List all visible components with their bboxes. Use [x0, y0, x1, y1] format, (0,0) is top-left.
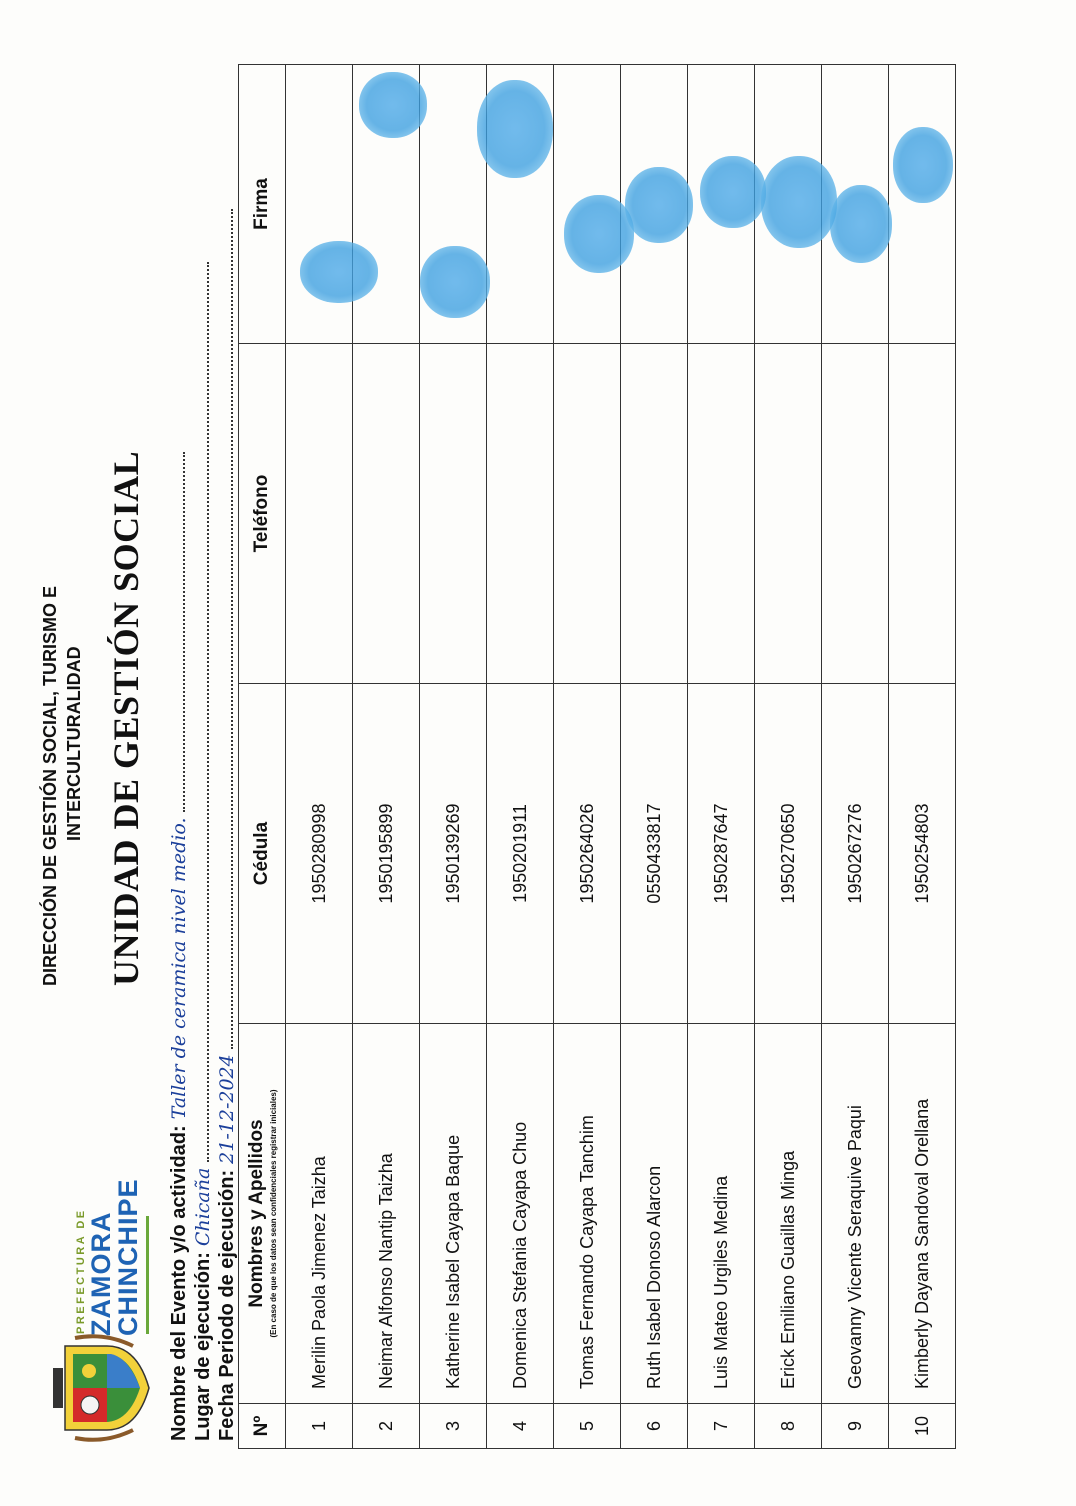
table-row — [487, 65, 554, 1449]
row-number: 2 — [353, 1404, 420, 1449]
row-name: Luis Mateo Urgiles Medina — [688, 1024, 755, 1404]
row-phone — [554, 344, 621, 684]
row-name: Katherine Isabel Cayapa Baque — [420, 1024, 487, 1404]
fingerprint-mark — [830, 185, 892, 263]
fingerprint-mark — [625, 167, 693, 243]
brand-name-line-1: ZAMORA — [86, 1211, 116, 1336]
table-row — [755, 65, 822, 1449]
fingerprint-mark — [359, 72, 427, 138]
row-number: 3 — [420, 1404, 487, 1449]
row-name: Ruth Isabel Donoso Alarcon — [621, 1024, 688, 1404]
brand-underline — [146, 1216, 149, 1334]
row-number: 7 — [688, 1404, 755, 1449]
row-number: 8 — [755, 1404, 822, 1449]
table-row — [286, 65, 353, 1449]
table-row — [889, 65, 956, 1449]
row-signature — [621, 65, 688, 344]
row-signature — [554, 65, 621, 344]
attendance-table — [238, 64, 956, 1449]
fingerprint-mark — [477, 80, 553, 178]
table-row — [420, 65, 487, 1449]
event-name-label: Nombre del Evento y/o actividad: — [168, 1125, 190, 1441]
header-direction-line-1: DIRECCIÓN DE GESTIÓN SOCIAL, TURISMO E — [40, 585, 60, 986]
row-number: 4 — [487, 1404, 554, 1449]
header-name-label: Nombres y Apellidos — [246, 1119, 267, 1308]
row-name: Geovanny Vicente Seraquive Paqui — [822, 1024, 889, 1404]
header-direction-line-2: INTERCULTURALIDAD — [64, 646, 84, 841]
row-id-number: 1950254803 — [889, 684, 956, 1024]
table-row — [554, 65, 621, 1449]
brand-prefix: PREFECTURA DE — [75, 1208, 87, 1334]
row-id-number: 0550433817 — [621, 684, 688, 1024]
prefectura-coat-of-arms-logo — [45, 1328, 155, 1448]
row-signature — [688, 65, 755, 344]
row-id-number: 1950264026 — [554, 684, 621, 1024]
row-signature — [755, 65, 822, 344]
row-signature — [420, 65, 487, 344]
date-label: Fecha Periodo de ejecución: — [216, 1169, 238, 1441]
dotted-line — [231, 209, 233, 1049]
row-name: Erick Emiliano Guaillas Minga — [755, 1024, 822, 1404]
table-row — [822, 65, 889, 1449]
row-phone — [621, 344, 688, 684]
row-name: Domenica Stefania Cayapa Chuo — [487, 1024, 554, 1404]
row-signature — [487, 65, 554, 344]
header-sign: Firma — [239, 65, 286, 344]
place-label: Lugar de ejecución: — [192, 1252, 214, 1441]
table-row — [688, 65, 755, 1449]
brand-name-line-2: CHINCHIPE — [113, 1178, 143, 1336]
event-name-field — [168, 452, 191, 1441]
dotted-line — [207, 262, 209, 1162]
fingerprint-mark — [420, 246, 490, 318]
row-number: 1 — [286, 1404, 353, 1449]
header-name-note: (En caso de que los datos sean confidenciales registrar iniciales) — [269, 1089, 278, 1338]
row-name: Tomas Fernando Cayapa Tanchim — [554, 1024, 621, 1404]
row-signature — [822, 65, 889, 344]
row-id-number: 1950139269 — [420, 684, 487, 1024]
row-phone — [889, 344, 956, 684]
row-name: Neimar Alfonso Nantip Taizha — [353, 1024, 420, 1404]
header-name — [239, 1024, 286, 1404]
row-number: 6 — [621, 1404, 688, 1449]
table-row — [621, 65, 688, 1449]
header-phone: Teléfono — [239, 344, 286, 684]
row-number: 5 — [554, 1404, 621, 1449]
row-phone — [755, 344, 822, 684]
row-phone — [353, 344, 420, 684]
row-signature — [353, 65, 420, 344]
row-id-number: 1950201911 — [487, 684, 554, 1024]
date-field — [216, 209, 239, 1441]
dotted-line — [183, 452, 185, 812]
table-header-row — [239, 65, 286, 1449]
row-phone — [487, 344, 554, 684]
date-value: 21-12-2024 — [216, 1054, 238, 1164]
place-field — [192, 262, 215, 1441]
header-id: Cédula — [239, 684, 286, 1024]
row-id-number: 1950287647 — [688, 684, 755, 1024]
row-phone — [286, 344, 353, 684]
row-id-number: 1950267276 — [822, 684, 889, 1024]
row-number: 9 — [822, 1404, 889, 1449]
row-id-number: 1950195899 — [353, 684, 420, 1024]
row-id-number: 1950280998 — [286, 684, 353, 1024]
row-phone — [420, 344, 487, 684]
row-name: Kimberly Dayana Sandoval Orellana — [889, 1024, 956, 1404]
row-signature — [889, 65, 956, 344]
fingerprint-mark — [893, 127, 953, 203]
header-num: Nº — [239, 1404, 286, 1449]
place-value: Chicaña — [192, 1167, 214, 1247]
row-signature — [286, 65, 353, 344]
table-row — [353, 65, 420, 1449]
row-phone — [822, 344, 889, 684]
event-name-value: Taller de ceramica nivel medio. — [168, 817, 190, 1120]
header-unit-title: UNIDAD DE GESTIÓN SOCIAL — [106, 450, 146, 986]
row-name: Merilin Paola Jimenez Taizha — [286, 1024, 353, 1404]
row-number: 10 — [889, 1404, 956, 1449]
row-phone — [688, 344, 755, 684]
row-id-number: 1950270650 — [755, 684, 822, 1024]
